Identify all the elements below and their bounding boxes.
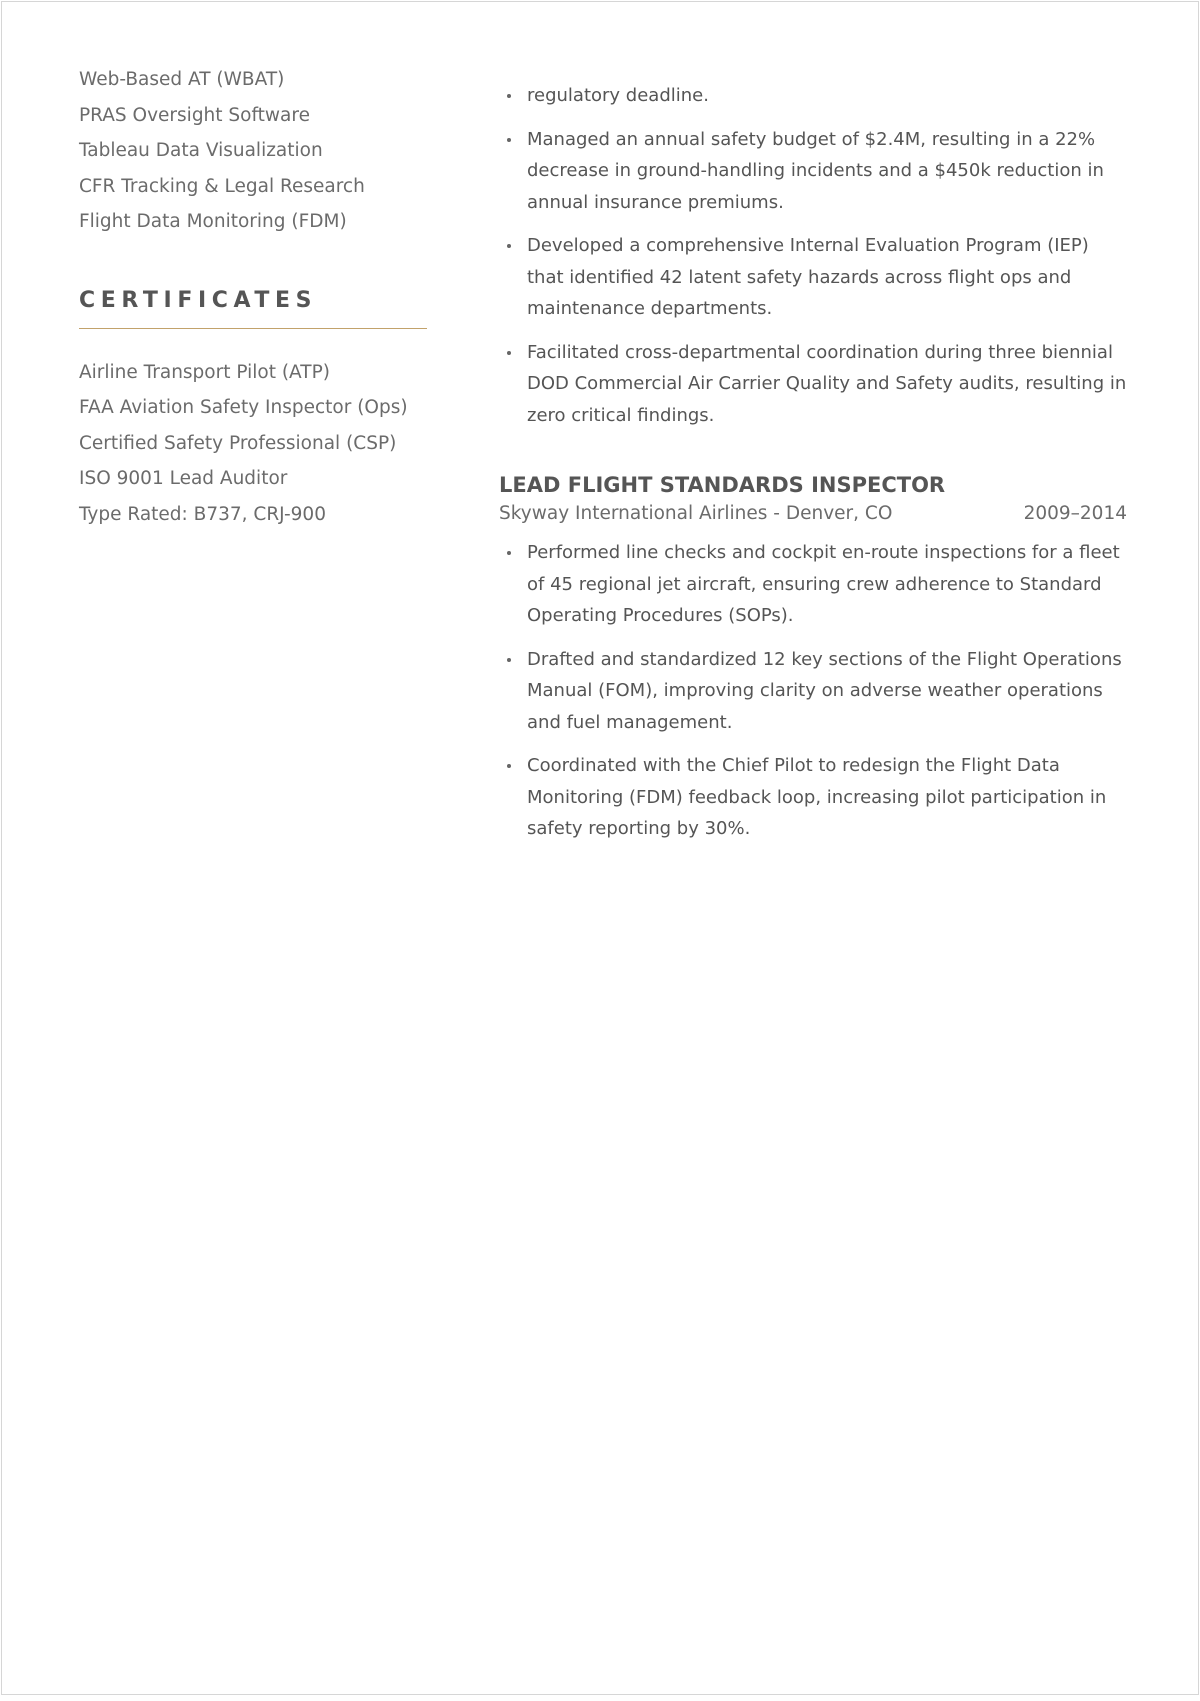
skill-item: PRAS Oversight Software: [79, 104, 310, 126]
certificates-divider: [79, 328, 427, 329]
experience-bullet: Managed an annual safety budget of $2.4M, resulting in a 22% decrease in ground-handling incidents and a $450k reduction in annual insurance premiums.: [499, 124, 1127, 219]
certificate-item: Airline Transport Pilot (ATP): [79, 361, 330, 383]
experience-bullet: Performed line checks and cockpit en-route inspections for a fleet of 45 regional jet aircraft, ensuring crew adherence to Standard Operating Procedures (SOPs).: [499, 537, 1127, 632]
certificate-item: Type Rated: B737, CRJ-900: [79, 503, 326, 525]
job-meta: [499, 499, 1127, 529]
job-title: LEAD FLIGHT STANDARDS INSPECTOR: [499, 473, 946, 497]
sidebar-column: [79, 62, 427, 532]
job-bullets: [499, 537, 1127, 845]
skill-item: Web-Based AT (WBAT): [79, 69, 285, 90]
job-company: Skyway International Airlines - Denver, CO: [499, 503, 893, 524]
skills-list: [79, 62, 427, 240]
experience-bullet: Developed a comprehensive Internal Evaluation Program (IEP) that identified 42 latent safety hazards across flight ops and maintenance departments.: [499, 230, 1127, 325]
certificate-item: ISO 9001 Lead Auditor: [79, 468, 288, 489]
experience-column: [499, 80, 1127, 857]
experience-bullet: Coordinated with the Chief Pilot to redesign the Flight Data Monitoring (FDM) feedback loop, increasing pilot participation in safety reporting by 30%.: [499, 750, 1127, 845]
certificates-list: [79, 355, 427, 533]
experience-bullet: Drafted and standardized 12 key sections of the Flight Operations Manual (FOM), improving clarity on adverse weather operations and fuel management.: [499, 644, 1127, 739]
skill-item: Tableau Data Visualization: [79, 140, 323, 161]
experience-bullet: regulatory deadline.: [499, 80, 1127, 112]
skill-item: Flight Data Monitoring (FDM): [79, 211, 347, 232]
resume-page: [1, 1, 1199, 1695]
certificate-item: Certified Safety Professional (CSP): [79, 432, 397, 454]
job-dates: 2009–2014: [1023, 503, 1127, 524]
certificate-item: FAA Aviation Safety Inspector (Ops): [79, 397, 408, 418]
skill-item: CFR Tracking & Legal Research: [79, 175, 365, 197]
certificates-heading: CERTIFICATES: [79, 287, 318, 313]
previous-role-bullets: [499, 80, 1127, 431]
experience-bullet: Facilitated cross-departmental coordination during three biennial DOD Commercial Air Carrier Quality and Safety audits, resulting in zero critical findings.: [499, 337, 1127, 432]
